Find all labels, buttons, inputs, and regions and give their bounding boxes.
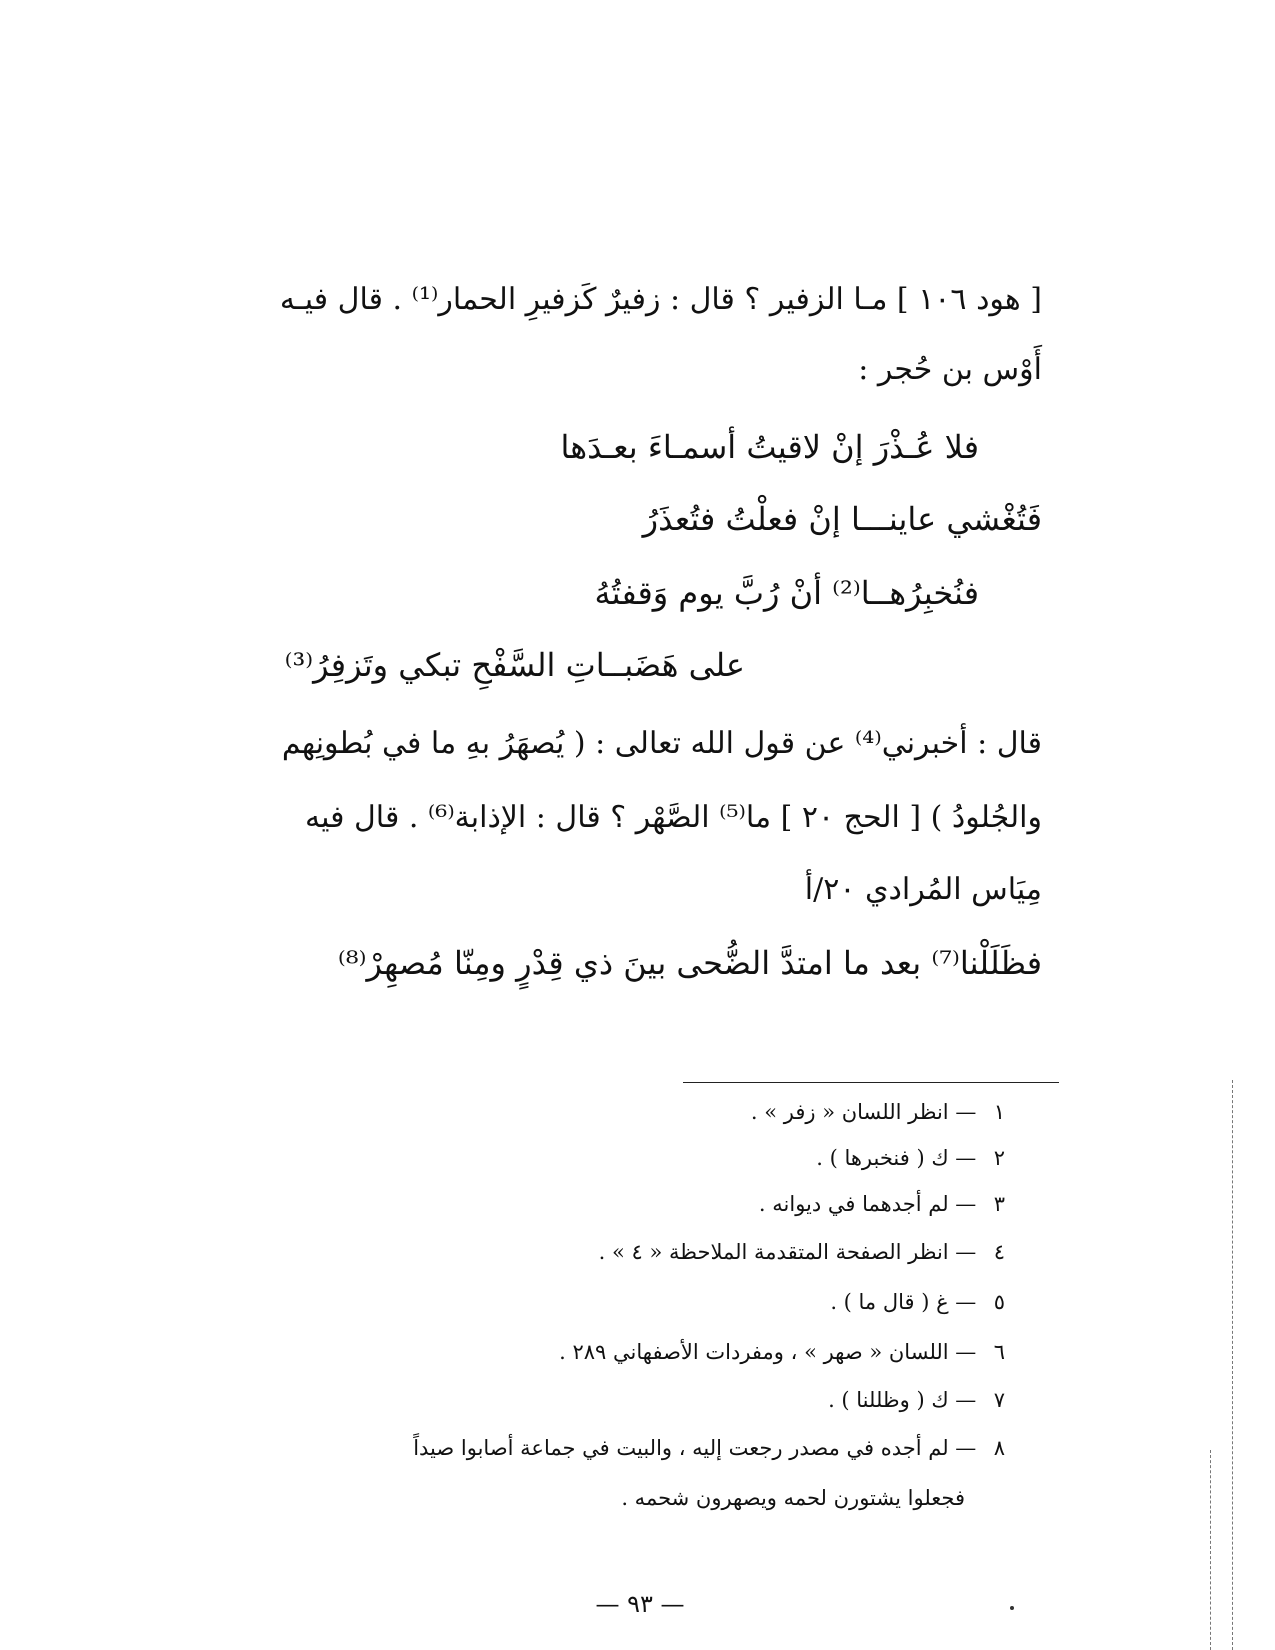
body-line-2: أَوْس بن حُجر : [858,352,1042,387]
body-line-4: والجُلودُ ) [ الحج ٢٠ ] ما⁽⁵⁾ الصَّهْر ؟ قال : الإذابة⁽⁶⁾ . قال فيه [305,800,1042,835]
footnote-number: ٨ [993,1436,1005,1460]
scan-speck [1010,1606,1014,1610]
footnote-number: ٦ [993,1340,1005,1364]
footnote-text: — ك ( فنخبرها ) . [816,1146,977,1170]
footnote-number: ٤ [993,1240,1005,1264]
footnote-6 [559,1340,1005,1364]
footnote-3 [759,1192,1005,1216]
scan-margin-line [1210,1450,1211,1650]
verse-1-first-hemistich: فلا عُـذْرَ إنْ لاقيتُ أسمـاءَ بعـدَها [560,428,979,466]
footnote-separator [683,1082,1059,1083]
footnote-text: فجعلوا يشتورن لحمه ويصهرون شحمه . [621,1486,965,1510]
footnote-number: ١ [993,1100,1005,1124]
footnote-4 [599,1240,1005,1264]
verse-2-second-hemistich: على هَضَبــاتِ السَّفْحِ تبكي وتَزفِرُ⁽³⁾ [284,646,745,684]
footnote-text: — غ ( قال ما ) . [830,1290,977,1314]
footnote-7 [828,1388,1005,1412]
footnote-text: — ك ( وظللنا ) . [828,1388,977,1412]
footnote-text: — انظر الصفحة المتقدمة الملاحظة « ٤ » . [598,1240,977,1264]
footnote-text: — انظر اللسان « زفر » . [750,1100,977,1124]
verse-3: فظَلَلْنا⁽⁷⁾ بعد ما امتدَّ الضُّحى بينَ ذي قِدْرٍ ومِنّا مُصهِرْ⁽⁸⁾ [337,944,1042,982]
page-number: — ٩٣ — [595,1590,685,1618]
body-line-1: [ هود ١٠٦ ] مـا الزفير ؟ قال : زفيرٌ كَزفيرِ الحمار⁽¹⁾ . قال فيـه [279,282,1042,317]
footnote-number: ٥ [993,1290,1005,1314]
body-line-3: قال : أخبرني⁽⁴⁾ عن قول الله تعالى : ( يُصهَرُ بهِ ما في بُطونِهم [281,726,1042,761]
footnote-8-continuation [621,1486,965,1510]
verse-1-second-hemistich: فَتُغْشي عاينـــا إنْ فعلْتُ فتُعذَرُ [642,500,1042,538]
verse-2-first-hemistich: فنُخبِرُهــا⁽²⁾ أنْ رُبَّ يوم وَقفتُهُ [594,574,979,612]
footnote-5 [830,1290,1005,1314]
footnote-number: ٢ [993,1146,1005,1170]
scan-margin-line [1232,1080,1233,1650]
footnote-text: — اللسان « صهر » ، ومفردات الأصفهاني ٢٨٩ . [559,1340,977,1364]
footnote-text: — لم أجده في مصدر رجعت إليه ، والبيت في جماعة أصابوا صيداً [413,1436,977,1460]
footnote-8 [413,1436,1005,1460]
footnote-text: — لم أجدهما في ديوانه . [758,1192,977,1216]
footnote-1 [751,1100,1005,1124]
footnote-number: ٣ [993,1192,1005,1216]
footnote-number: ٧ [993,1388,1005,1412]
body-line-5: مِيَاس المُرادي ٢٠/أ [804,872,1042,907]
footnote-2 [816,1146,1005,1170]
